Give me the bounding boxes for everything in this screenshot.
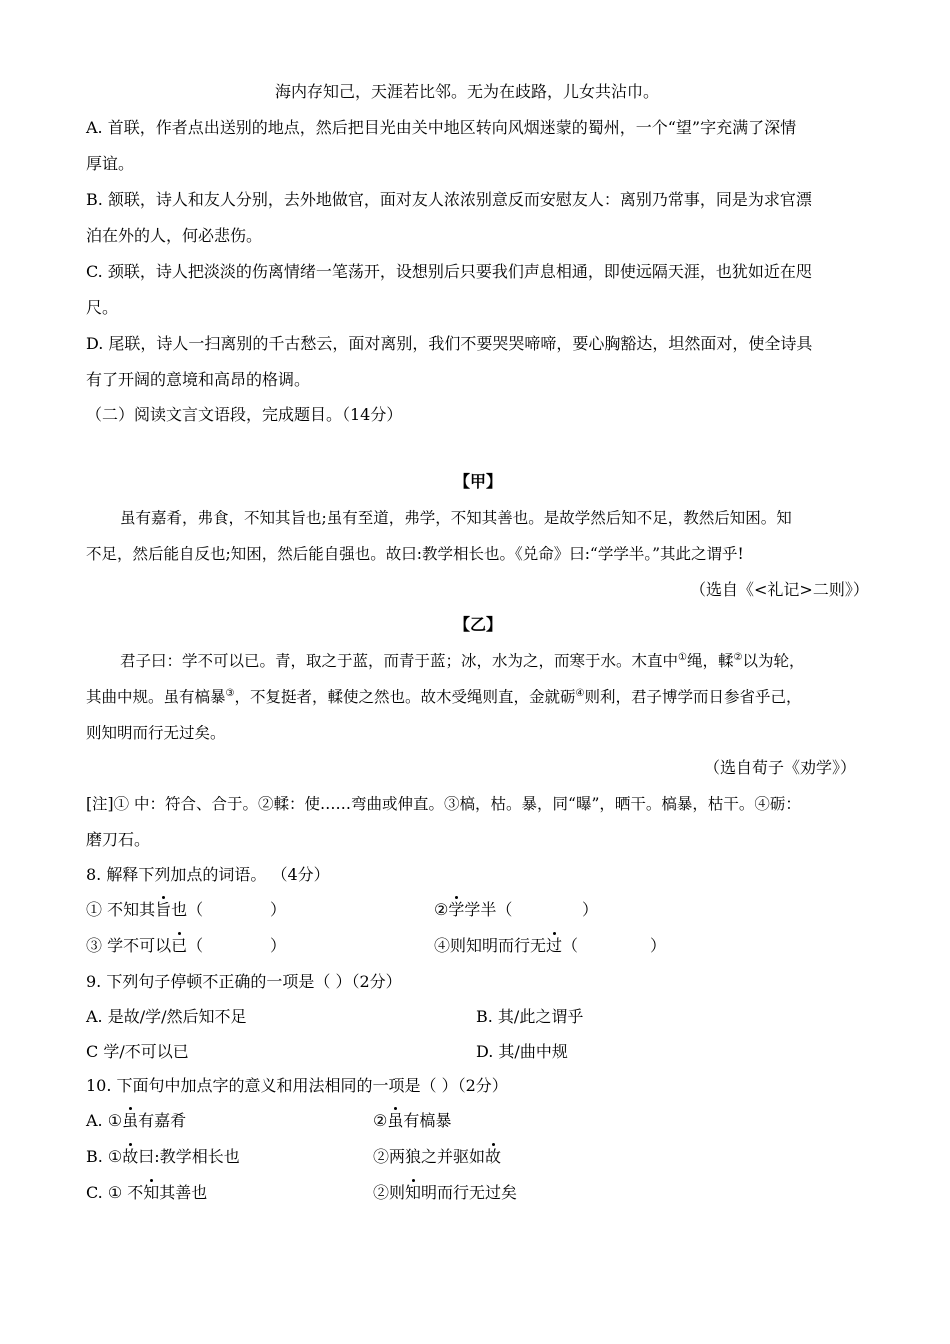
q8-item2-close: ） <box>582 900 599 919</box>
footnote-marker: ② <box>733 651 743 663</box>
q10-option-b-1 <box>86 1147 240 1167</box>
yi-source: （选自荀子《劝学》） <box>704 758 857 777</box>
q8-item1-pre: ① 不知其 <box>86 900 156 919</box>
q10-a2-pre: ② <box>373 1111 388 1130</box>
q8-item4-pre: ④则知明而行无 <box>434 936 547 955</box>
q10-a-label: A. ① <box>86 1111 123 1130</box>
q10-a2-dotted-char: 虽 <box>387 1111 404 1130</box>
q10-option-c-1 <box>86 1183 207 1203</box>
q10-b1-dotted-char: 故 <box>122 1147 139 1166</box>
q8-item2-dotted-word: 学 <box>448 900 465 919</box>
q8-item3-close: ） <box>270 936 287 955</box>
q8-item3 <box>86 936 203 956</box>
q10-c-label: C. ① 不 <box>86 1183 144 1202</box>
q7-option-a-line2: 厚谊。 <box>86 154 135 173</box>
section2-title: （二）阅读文言文语段，完成题目。（14分） <box>86 405 403 424</box>
yi-text-line2 <box>86 687 801 707</box>
footnote-marker: ④ <box>575 687 585 699</box>
q8-item3-post: （ <box>187 936 204 955</box>
q9-option-c: C 学/不可以已 <box>86 1042 189 1061</box>
q10-c1-dotted-char: 知 <box>143 1183 160 1202</box>
q7-option-d-line2: 有了开阔的意境和高昂的格调。 <box>86 370 311 389</box>
q7-option-d-line1: D. 尾联，诗人一扫离别的千古愁云，面对离别，我们不要哭哭啼啼，要心胸豁达，坦然面对，使全诗具 <box>86 334 813 353</box>
yi-text-seg: ，不复挺者，輮使之然也。故木受绳则直，金就砺 <box>234 688 576 706</box>
jia-source: （选自《<礼记>二则》） <box>690 580 869 599</box>
q9-option-b: B. 其/此之谓乎 <box>476 1007 584 1026</box>
q10-b2-dotted-char: 故 <box>485 1147 502 1166</box>
notes-line2: 磨刀石。 <box>86 830 151 849</box>
jia-text-line2: 不足，然后能自反也;知困，然后能自强也。故曰:教学相长也。《兑命》曰:“学学半。”其此之谓乎! <box>86 545 744 563</box>
q10-option-c-2 <box>373 1183 517 1203</box>
notes-line1: [注]① 中：符合、合于。②輮：使……弯曲或伸直。③槁，枯。暴，同“曝”，晒干。槁暴，枯干。④砺： <box>86 795 801 813</box>
yi-text-seg: 则利，君子博学而日参省乎己， <box>584 688 802 706</box>
q8-item1-post: 也（ <box>171 900 204 919</box>
q8-title: 8. 解释下列加点的词语。 （4分） <box>86 865 330 884</box>
yi-heading: 【乙】 <box>454 615 503 634</box>
q7-option-c-line1: C. 颈联，诗人把淡淡的伤离情绪一笔荡开，设想别后只要我们声息相通，即使远隔天涯，也犹如近在咫 <box>86 262 812 281</box>
q7-option-a-line1: A. 首联，作者点出送别的地点，然后把目光由关中地区转向风烟迷蒙的蜀州，一个“望”字充满了深情 <box>86 118 797 137</box>
q10-c2-dotted-char: 知 <box>405 1183 422 1202</box>
q10-c1-post: 其善也 <box>159 1183 208 1202</box>
q8-item4 <box>434 936 578 956</box>
q10-c2-post: 明而行无过矣 <box>421 1183 518 1202</box>
yi-text-seg: 君子曰：学不可以已。青，取之于蓝，而青于蓝；冰，水为之，而寒于水。木直中 <box>120 652 679 670</box>
q9-option-a: A. 是故/学/然后知不足 <box>86 1007 247 1026</box>
q7-option-c-line2: 尺。 <box>86 298 119 317</box>
q10-a2-post: 有槁暴 <box>403 1111 452 1130</box>
q7-option-b-line2: 泊在外的人，何必悲伤。 <box>86 226 263 245</box>
q8-item3-pre: ③ 学不可以 <box>86 936 172 955</box>
q9-title: 9. 下列句子停顿不正确的一项是（ ）（2分） <box>86 972 402 991</box>
q10-option-a-2 <box>373 1111 451 1131</box>
yi-text-line1 <box>120 651 804 671</box>
yi-text-line3: 则知明而行无过矣。 <box>86 724 226 742</box>
q10-b2-pre: ②两狼之并驱如 <box>373 1147 486 1166</box>
q7-option-b-line1: B. 颔联，诗人和友人分别，去外地做官，面对友人浓浓别意反而安慰友人：离别乃常事，同是为求官漂 <box>86 190 812 209</box>
yi-text-seg: 绳，輮 <box>686 652 734 670</box>
q10-b-label: B. ① <box>86 1147 123 1166</box>
q10-a1-post: 有嘉肴 <box>138 1111 187 1130</box>
q10-title: 10. 下面句中加点字的意义和用法相同的一项是（ ）（2分） <box>86 1076 508 1095</box>
q10-option-a-1 <box>86 1111 186 1131</box>
footnote-marker: ① <box>678 651 687 663</box>
poem-line: 海内存知己，天涯若比邻。无为在歧路，儿女共沾巾。 <box>275 82 660 101</box>
yi-text-seg: 以为轮， <box>742 652 805 670</box>
q8-item4-dotted-word: 过 <box>546 936 563 955</box>
jia-heading: 【甲】 <box>454 472 503 491</box>
jia-text-line1: 虽有嘉肴，弗食，不知其旨也;虽有至道，弗学，不知其善也。是故学然后知不足，教然后知困。知 <box>120 509 792 527</box>
q8-item3-dotted-word: 已 <box>171 936 188 955</box>
q8-item2-pre: ② <box>434 900 449 919</box>
footnote-marker: ③ <box>225 687 235 699</box>
q10-c2-pre: ②则 <box>373 1183 406 1202</box>
yi-text-seg: 其曲中规。虽有槁暴 <box>86 688 226 706</box>
q8-item4-post: （ <box>562 936 579 955</box>
q10-b1-post: 曰:教学相长也 <box>138 1147 240 1166</box>
q8-item1 <box>86 900 203 920</box>
q8-item2 <box>434 900 512 920</box>
q8-item4-close: ） <box>650 936 667 955</box>
q9-option-d: D. 其/曲中规 <box>476 1042 568 1061</box>
q10-option-b-2 <box>373 1147 501 1167</box>
q8-item1-close: ） <box>270 900 287 919</box>
q8-item1-dotted-word: 旨 <box>155 900 172 919</box>
q10-a1-dotted-char: 虽 <box>122 1111 139 1130</box>
q8-item2-post: 学半（ <box>464 900 513 919</box>
